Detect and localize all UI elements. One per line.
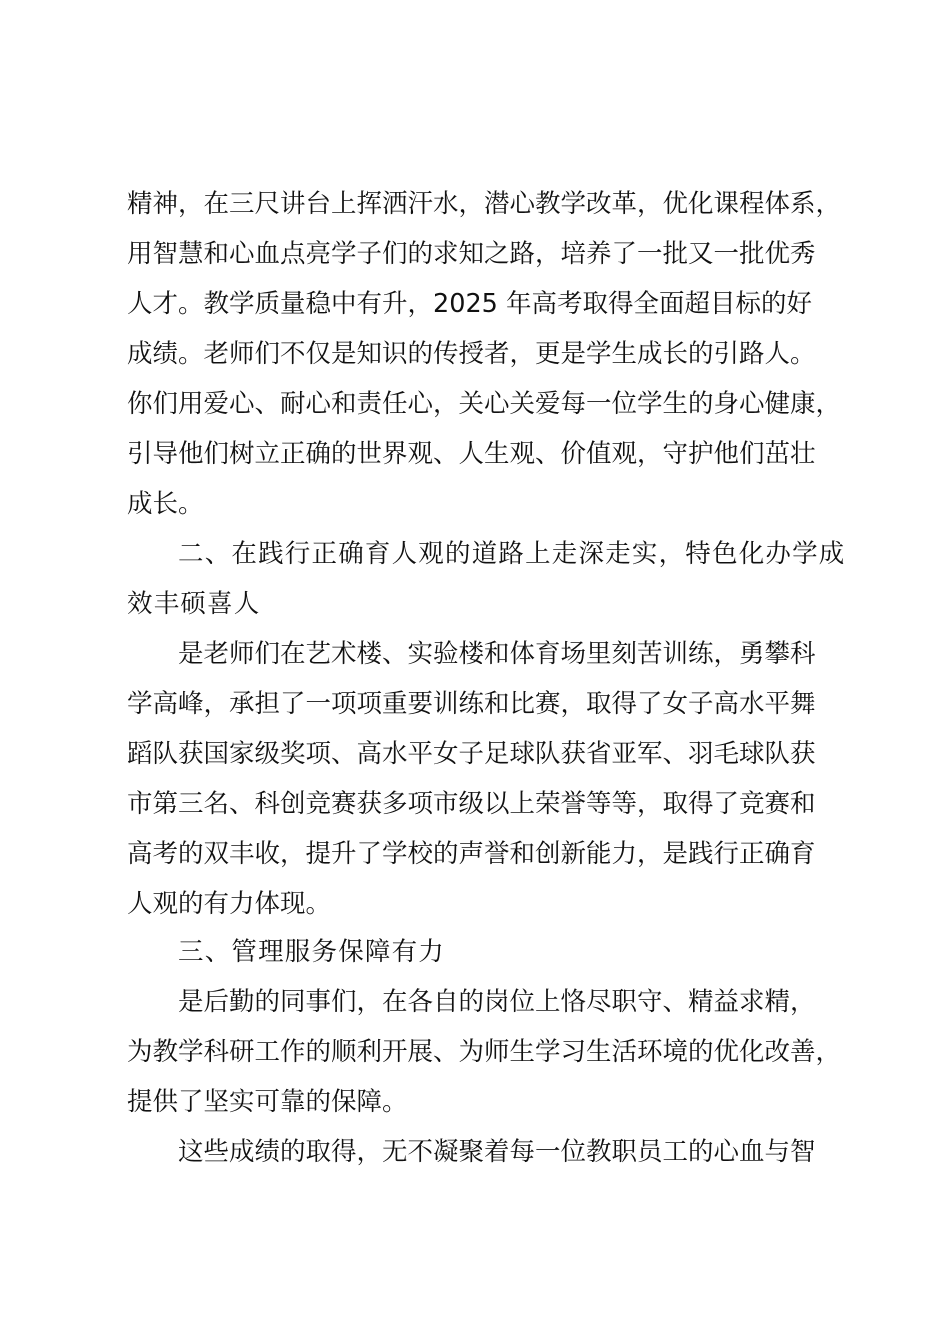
body-line: 人观的有力体现。 [127,889,332,919]
body-line: 人才。教学质量稳中有升，2025 年高考取得全面超目标的好 [127,289,813,319]
section-heading-3: 三、管理服务保障有力 [178,937,446,967]
body-line: 成长。 [127,489,204,519]
body-line: 学高峰，承担了一项项重要训练和比赛，取得了女子高水平舞 [127,689,816,719]
body-line: 精神，在三尺讲台上挥洒汗水，潜心教学改革，优化课程体系， [127,189,842,219]
body-line: 蹈队获国家级奖项、高水平女子足球队获省亚军、羽毛球队获 [127,739,816,769]
section-heading-2: 二、在践行正确育人观的道路上走深走实，特色化办学成 [178,539,846,569]
body-line: 用智慧和心血点亮学子们的求知之路，培养了一批又一批优秀 [127,239,816,269]
body-line: 你们用爱心、耐心和责任心，关心关爱每一位学生的身心健康， [127,389,842,419]
body-line: 高考的双丰收，提升了学校的声誉和创新能力，是践行正确育 [127,839,816,869]
body-line: 是老师们在艺术楼、实验楼和体育场里刻苦训练，勇攀科 [178,639,816,669]
body-line: 提供了坚实可靠的保障。 [127,1087,408,1117]
body-line: 是后勤的同事们，在各自的岗位上恪尽职守、精益求精， [178,987,816,1017]
body-line: 成绩。老师们不仅是知识的传授者，更是学生成长的引路人。 [127,339,816,369]
body-line: 引导他们树立正确的世界观、人生观、价值观，守护他们茁壮 [127,439,816,469]
body-line: 市第三名、科创竞赛获多项市级以上荣誉等等，取得了竞赛和 [127,789,816,819]
body-line: 为教学科研工作的顺利开展、为师生学习生活环境的优化改善， [127,1037,842,1067]
section-heading-2-continued: 效丰硕喜人 [127,589,261,619]
body-line: 这些成绩的取得，无不凝聚着每一位教职员工的心血与智 [178,1137,816,1167]
